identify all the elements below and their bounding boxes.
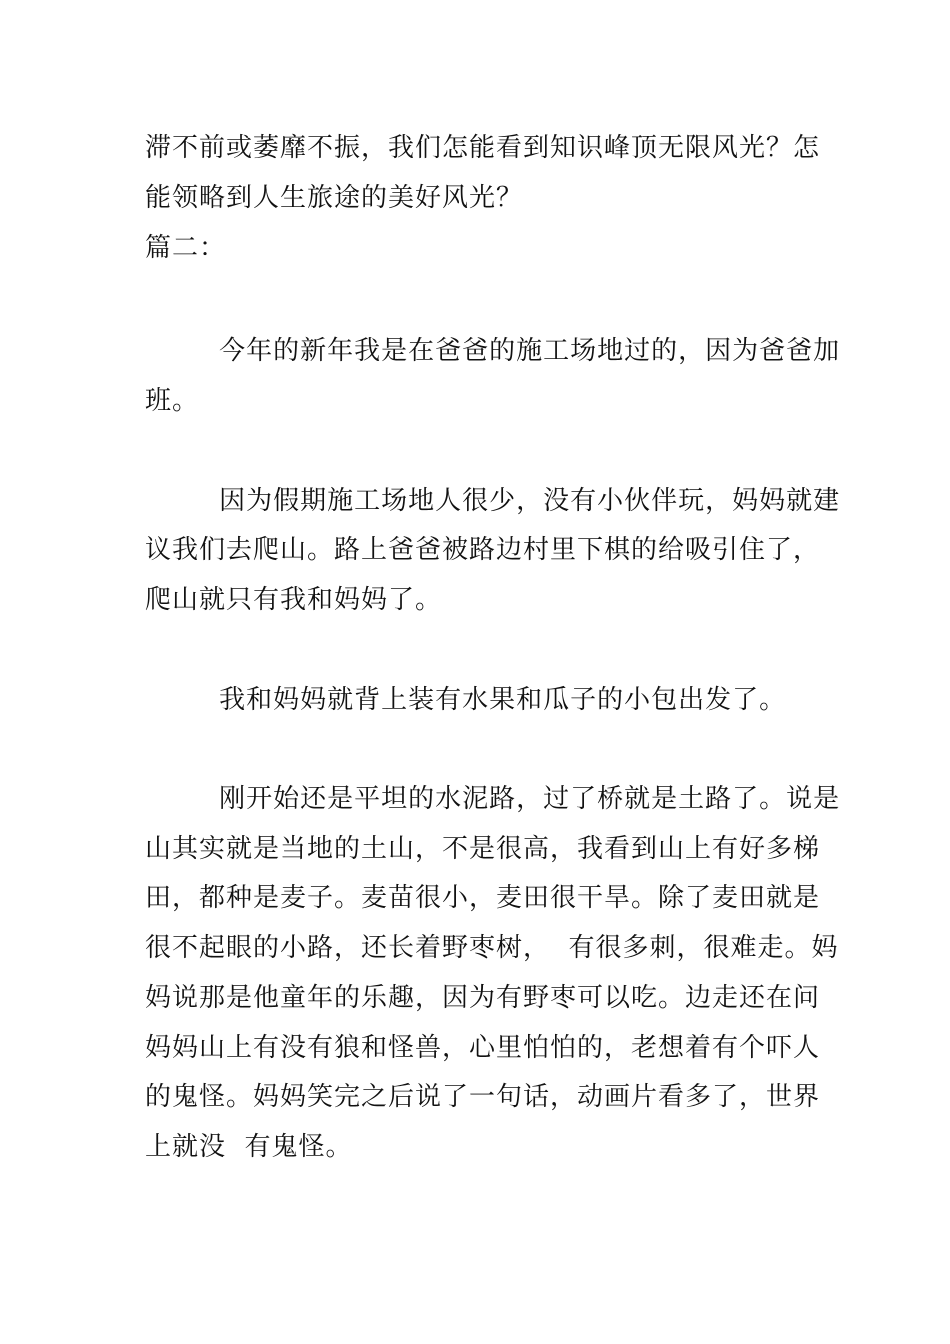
paragraph-line: 田，都种是麦子。麦苗很小，麦田很干旱。除了麦田就是 xyxy=(145,883,821,913)
paragraph-line: 上就没 有鬼怪。 xyxy=(145,1132,353,1162)
paragraph-line: 的鬼怪。妈妈笑完之后说了一句话，动画片看多了，世界 xyxy=(145,1082,821,1112)
paragraph-line: 我和妈妈就背上装有水果和瓜子的小包出发了。 xyxy=(145,685,787,715)
paragraph-line: 今年的新年我是在爸爸的施工场地过的，因为爸爸加 xyxy=(145,336,841,366)
paragraph-line: 妈说那是他童年的乐趣，因为有野枣可以吃。边走还在问 xyxy=(145,983,821,1013)
paragraph-line: 班。 xyxy=(145,386,200,416)
paragraph-line: 山其实就是当地的土山，不是很高，我看到山上有好多梯 xyxy=(145,834,821,864)
paragraph-line: 妈妈山上有没有狼和怪兽，心里怕怕的，老想着有个吓人 xyxy=(145,1033,821,1063)
text-line: 滞不前或萎靡不振，我们怎能看到知识峰顶无限风光？怎 xyxy=(145,133,821,163)
paragraph-line: 因为假期施工场地人很少，没有小伙伴玩，妈妈就建 xyxy=(145,486,841,516)
paragraph-line: 议我们去爬山。路上爸爸被路边村里下棋的给吸引住了， xyxy=(145,535,821,565)
section-heading: 篇二： xyxy=(145,233,227,263)
paragraph-line: 很不起眼的小路，还长着野枣树， 有很多刺，很难走。妈 xyxy=(145,933,839,963)
paragraph-line: 刚开始还是平坦的水泥路，过了桥就是土路了。说是 xyxy=(145,784,841,814)
paragraph-line: 爬山就只有我和妈妈了。 xyxy=(145,585,443,615)
text-line: 能领略到人生旅途的美好风光？ xyxy=(145,183,524,213)
